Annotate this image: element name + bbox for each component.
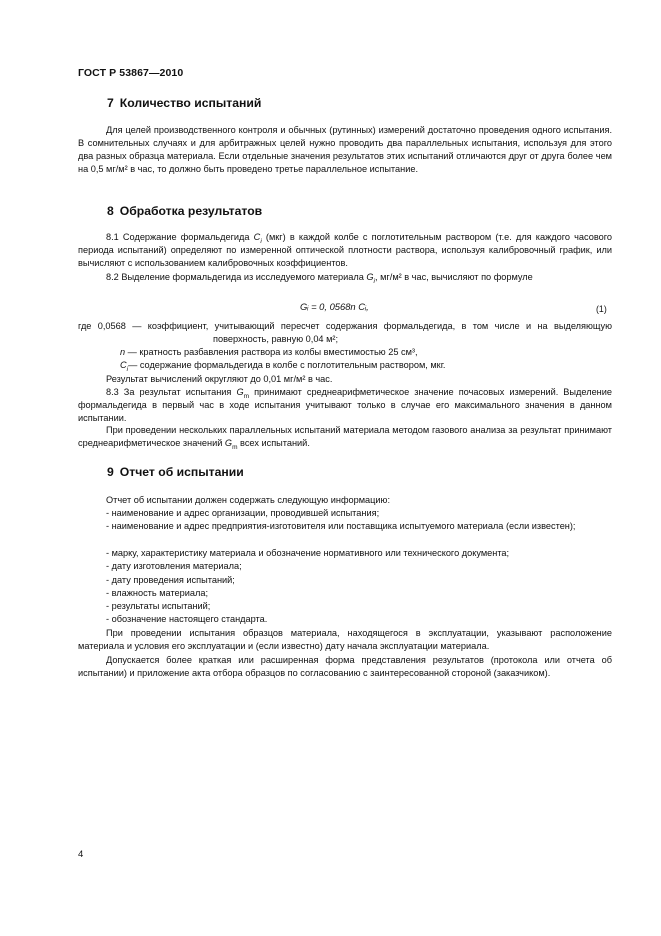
section-8-heading — [107, 204, 262, 218]
p83-text-b: принимают среднеарифметическое значение почасовых измерений. Выделение формальдегида в первый час в ходе испытания учитывают только в случае его максимального значения в данном испытании. — [78, 387, 612, 424]
subscript-m: m — [232, 443, 238, 451]
formula-1: Gᵢ = 0, 0568n Cᵢ, — [300, 301, 369, 312]
section-8-number: 8 — [107, 204, 114, 218]
where-clause-n — [120, 346, 418, 359]
report-item: - обозначение настоящего стандарта. — [106, 614, 268, 624]
symbol-n: n — [120, 347, 126, 357]
subscript-i: i — [373, 277, 375, 285]
p82-text-a: 8.2 Выделение формальдегида из исследуемого материала — [106, 272, 367, 282]
p84-text-b: всех испытаний. — [237, 438, 310, 449]
report-item: - дату изготовления материала; — [106, 561, 242, 571]
section-8-title: Обработка результатов — [119, 204, 263, 218]
symbol-c: C — [253, 232, 261, 242]
report-item: - дату проведения испытаний; — [106, 575, 235, 585]
p83-text-a: 8.3 За результат испытания — [106, 387, 237, 397]
p84-text-a: При проведении нескольких параллельных испытаний материала методом газового анализа за результат принимают среднеарифметическое значений — [78, 425, 612, 449]
report-intro: Отчет об испытании должен содержать следующую информацию: — [106, 495, 390, 505]
section-9-number: 9 — [107, 465, 114, 479]
equation-number: (1) — [596, 304, 607, 314]
section-7-paragraph: Для целей производственного контроля и обычных (рутинных) измерений достаточно проведения одного испытания. В сомнительных случаях и для арбитражных целей нужно проводить два параллельных испытания, используя для этого два разных образца материала. Если отдельные значения результатов этих испытаний отличаются друг от друга более чем на 0,5 мг/м² в час, то должно быть проведено третье параллельное испытание. — [78, 125, 612, 175]
result-rounding: Результат вычислений округляют до 0,01 мг/м² в час. — [106, 374, 333, 384]
where-n-text: — кратность разбавления раствора из колбы вместимостью 25 см³, — [125, 347, 418, 357]
report-item: - наименование и адрес предприятия-изготовителя или поставщика испытуемого материала (если известен); — [106, 521, 576, 531]
section-7-title: Количество испытаний — [119, 96, 262, 110]
page-number: 4 — [78, 849, 84, 860]
paragraph-8-2 — [78, 271, 612, 284]
report-item: - наименование и адрес организации, проводившей испытания; — [106, 508, 380, 518]
where-clause-coefficient: где 0,0568 — коэффициент, учитывающий пересчет содержания формальдегида, в том числе и на выделяющую поверхность, равную 0,04 м²; — [78, 321, 612, 345]
paragraph-8-3 — [78, 386, 612, 425]
paragraph-exploitation: При проведении испытания образцов материала, находящегося в эксплуатации, указывают расположение материала и условия его эксплуатации и (если известно) дату начала эксплуатации материала. — [78, 628, 612, 652]
paragraph-8-4 — [78, 424, 612, 450]
paragraph-short-form: Допускается более краткая или расширенная форма представления результатов (протокола или отчета об испытании) и приложение акта отбора образцов по согласованию с заинтересованной стороной (заказчиком). — [78, 655, 612, 679]
p81-text-b: (мкг) в каждой колбе с поглотительным раствором (т.е. для каждого часового периода испытаний) определяют по измеренной оптической плотности раствора, используя калибровочный график, или вычисляют с использованием калибровочных коэффициентов. — [78, 232, 612, 269]
section-9-title: Отчет об испытании — [119, 465, 244, 479]
p82-text-b: , мг/м² в час, вычисляют по формуле — [375, 272, 533, 282]
where-clause-c — [120, 359, 445, 372]
symbol-g: G — [236, 387, 244, 397]
symbol-g: G — [224, 438, 233, 449]
symbol-c: C — [120, 360, 127, 370]
document-header: ГОСТ Р 53867—2010 — [78, 67, 184, 79]
report-item: - марку, характеристику материала и обозначение нормативного или технического документа; — [106, 548, 510, 558]
subscript-i: i — [260, 237, 262, 245]
p81-text-a: 8.1 Содержание формальдегида — [106, 232, 254, 242]
subscript-i: i — [126, 365, 129, 373]
subscript-m: m — [243, 392, 250, 400]
report-item: - результаты испытаний; — [106, 601, 211, 611]
where-c-text: — содержание формальдегида в колбе с поглотительным раствором, мкг. — [128, 360, 446, 370]
symbol-g: G — [366, 272, 374, 282]
section-9-heading — [107, 465, 244, 479]
section-7-heading — [107, 96, 261, 110]
report-item: - влажность материала; — [106, 588, 209, 598]
paragraph-8-1 — [78, 231, 612, 270]
section-7-number: 7 — [107, 96, 114, 110]
